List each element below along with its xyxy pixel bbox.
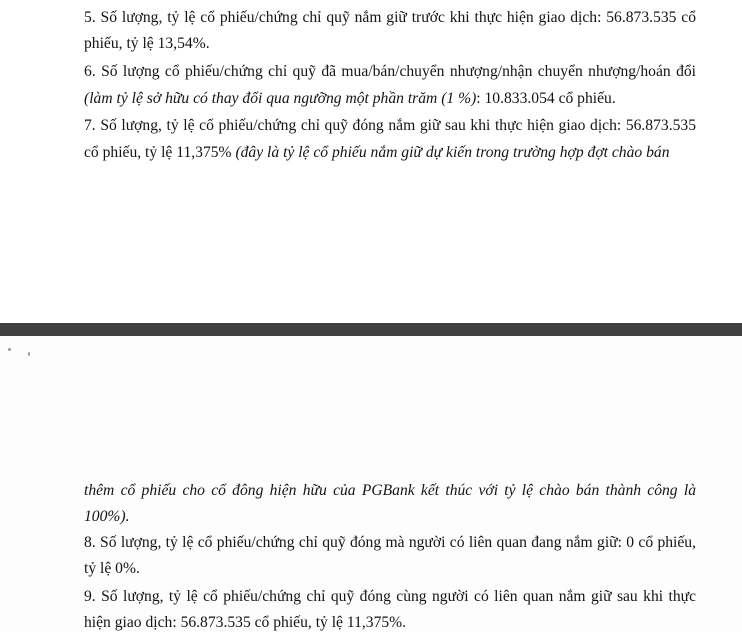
page-bottom [0, 336, 742, 631]
item-7-line-2 [84, 143, 696, 163]
item-7-italic-note: (đây là tỷ lệ cổ phiếu nắm giữ dự kiến trong trường hợp đợt chào bán [235, 144, 670, 161]
item-6-line-1: 6. Số lượng cổ phiếu/chứng chỉ quỹ đã mua/bán/chuyển nhượng/nhận chuyển nhượng/hoán đổi [84, 63, 696, 80]
scan-speck [8, 348, 11, 351]
item-6-italic-note: (làm tỷ lệ sở hữu có thay đổi qua ngưỡng một phần trăm (1 %) [84, 90, 477, 107]
item-7-line-1: 7. Số lượng, tỷ lệ cổ phiếu/chứng chỉ quỹ đóng nắm giữ sau khi thực hiện giao dịch: 56.873.535 [84, 117, 696, 134]
item-5-line-1: 5. Số lượng, tỷ lệ cổ phiếu/chứng chỉ quỹ nắm giữ trước khi thực hiện giao dịch: 56.873.535 cổ [84, 9, 696, 26]
item-6-line-2 [84, 89, 696, 109]
item-9-line-1: 9. Số lượng, tỷ lệ cổ phiếu/chứng chỉ quỹ đóng cùng người có liên quan nắm giữ sau khi thực [84, 588, 696, 605]
item-5-line-2: phiếu, tỷ lệ 13,54%. [84, 35, 210, 52]
continuation-line-1: thêm cổ phiếu cho cổ đông hiện hữu của PGBank kết thúc với tỷ lệ chào bán thành công là [84, 482, 696, 499]
continuation-line-2: 100%). [84, 508, 130, 525]
item-7-value: cổ phiếu, tỷ lệ 11,375% [84, 144, 236, 161]
scan-speck [28, 352, 30, 356]
item-8-line-2: tỷ lệ 0%. [84, 560, 140, 577]
page-separator [0, 323, 742, 336]
item-9-line-2: hiện giao dịch: 56.873.535 cổ phiếu, tỷ lệ 11,375%. [84, 614, 407, 631]
item-6-value: : 10.833.054 cổ phiếu. [476, 90, 616, 107]
item-8-line-1: 8. Số lượng, tỷ lệ cổ phiếu/chứng chỉ quỹ đóng mà người có liên quan đang nắm giữ: 0 cổ phiếu, [84, 534, 696, 551]
